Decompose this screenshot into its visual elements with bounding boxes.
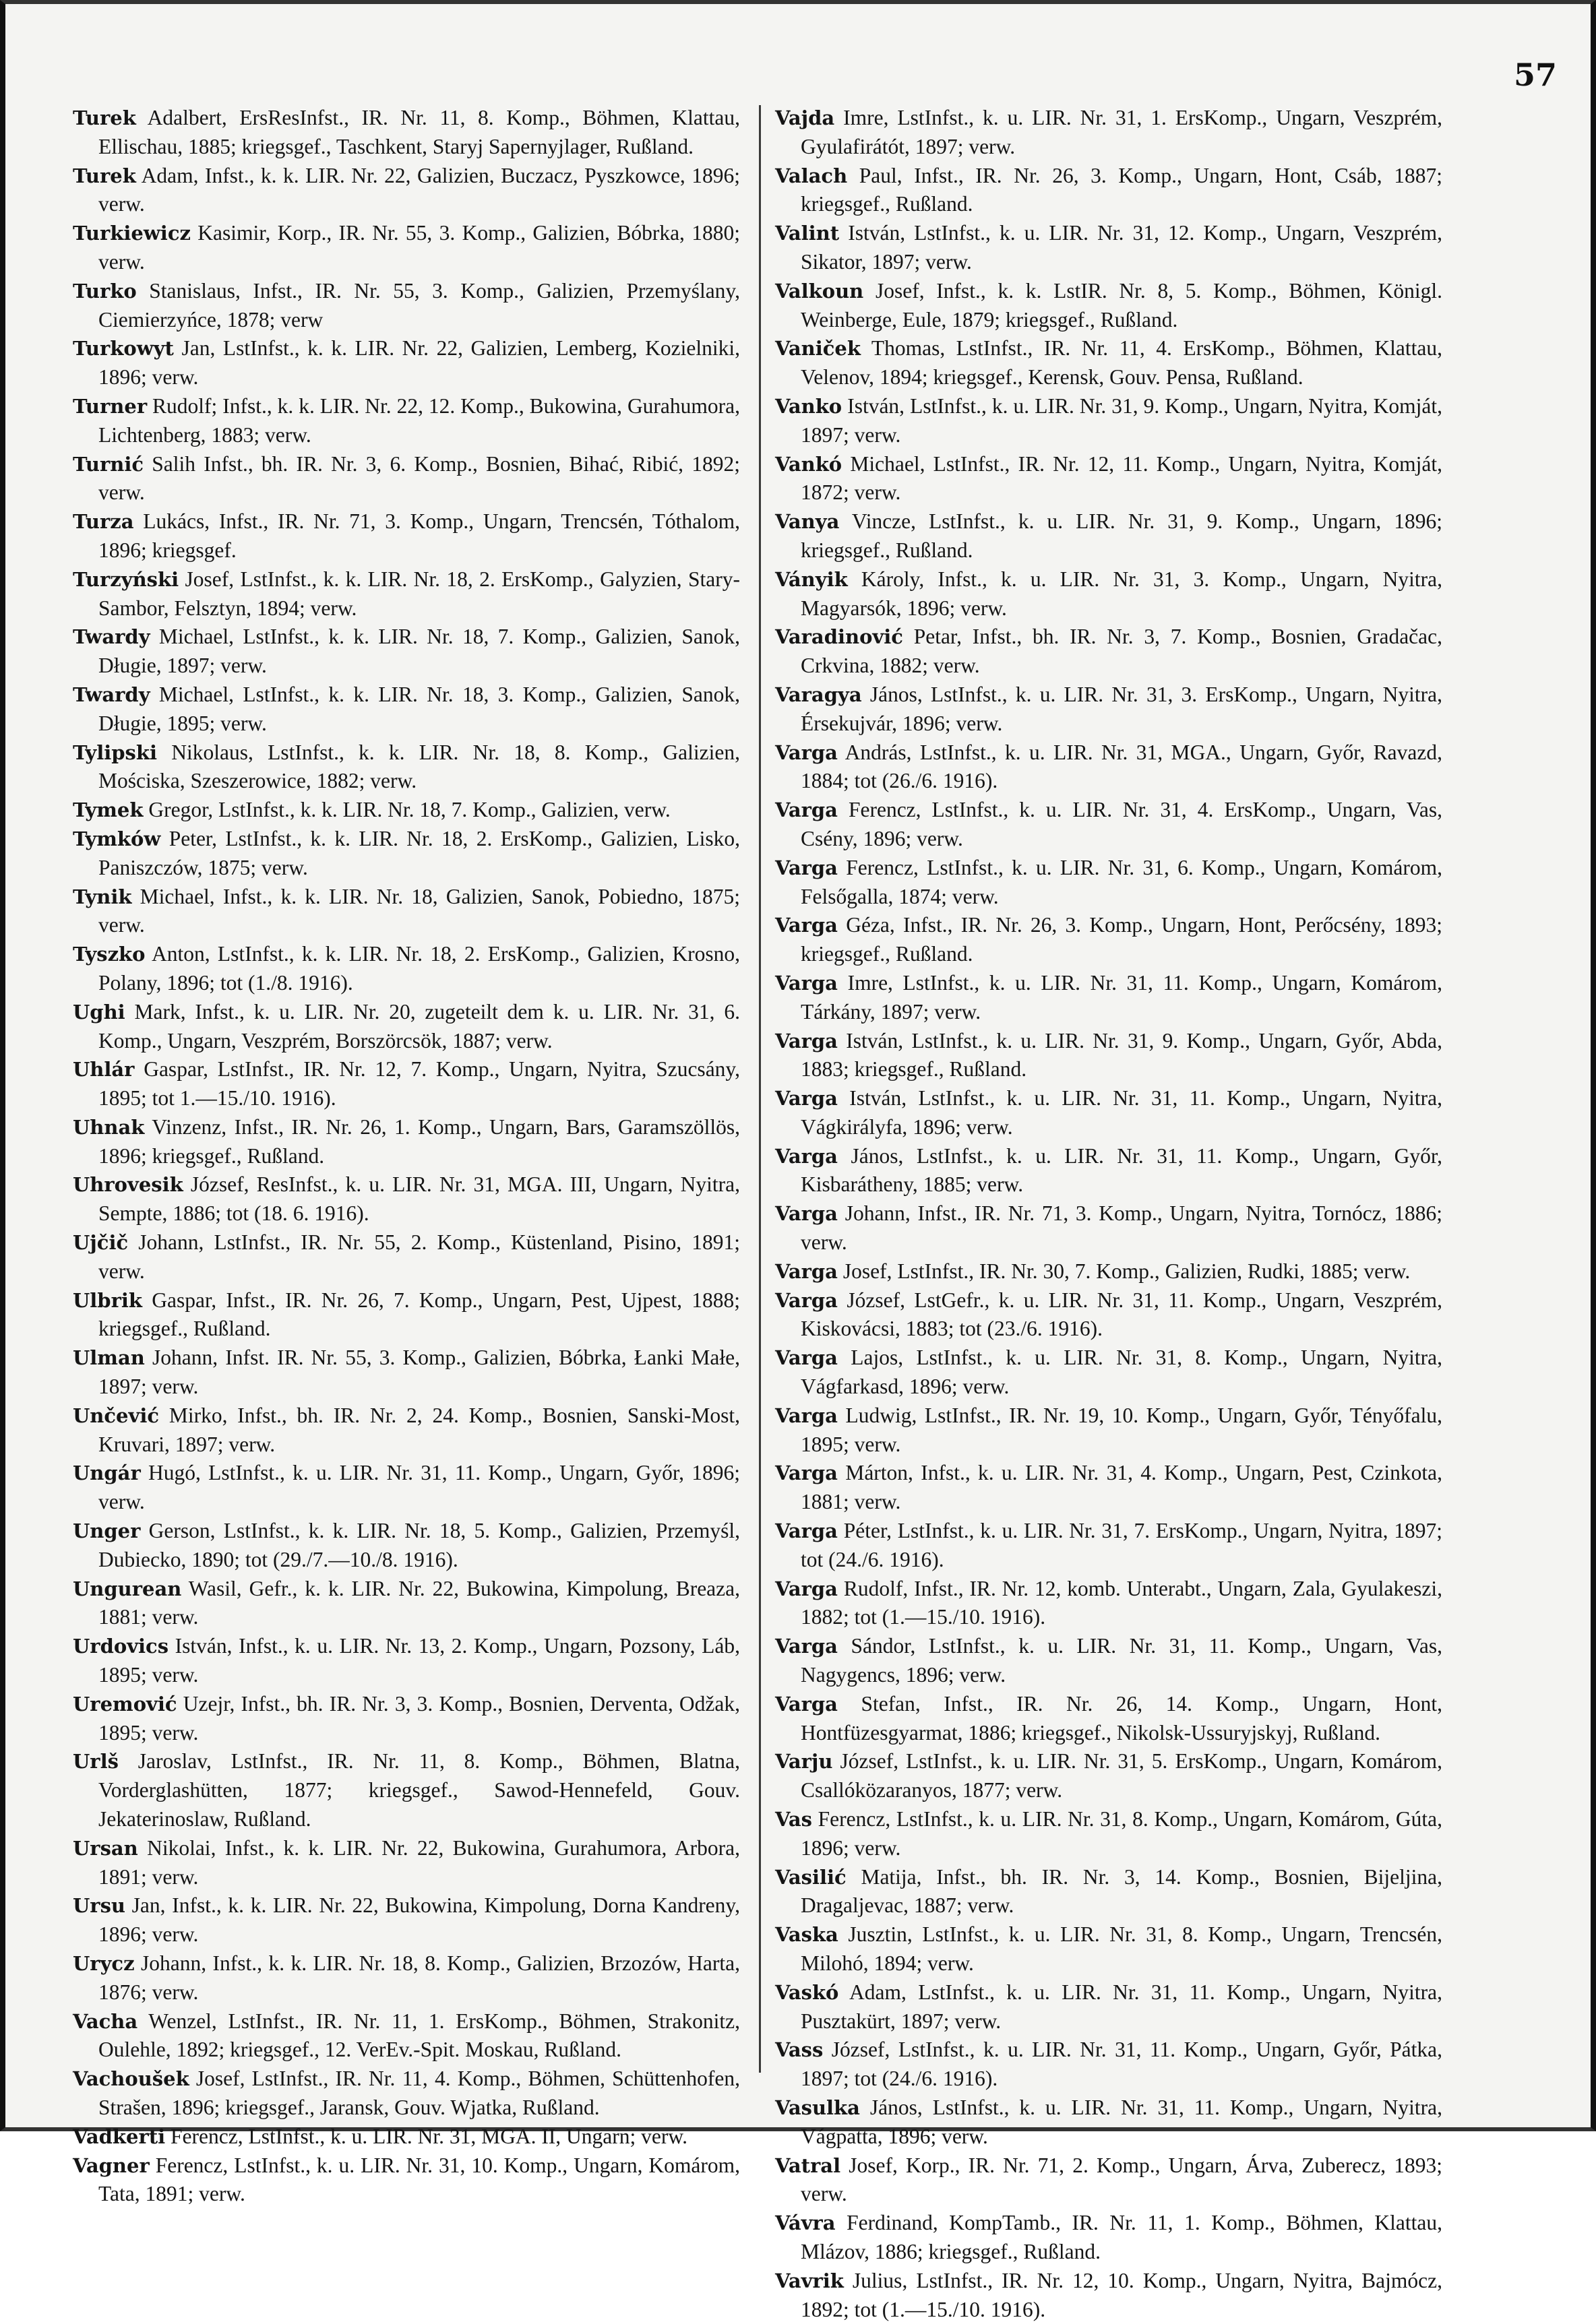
entry-details: Julius, LstInfst., IR. Nr. 12, 10. Komp., Ungarn, Nyitra, Bajmócz, 1892; tot (1.—15./10. 1916).: [801, 2268, 1442, 2321]
entry-surname: Vagner: [73, 2154, 150, 2177]
entry-details: Josef, LstInfst., k. k. LIR. Nr. 18, 2. ErsKomp., Galyzien, Stary-Sambor, Felsztyn, 1894; verw.: [98, 567, 741, 620]
list-item: [775, 1344, 1442, 1402]
entry-details: Wasil, Gefr., k. k. LIR. Nr. 22, Bukowina, Kimpolung, Breaza, 1881; verw.: [98, 1576, 740, 1629]
list-item: [775, 104, 1442, 162]
entry-details: József, LstInfst., k. u. LIR. Nr. 31, 5. ErsKomp., Ungarn, Komárom, Csallóközaranyos, 1877; verw.: [801, 1749, 1442, 1802]
entry-surname: Vávra: [775, 2211, 836, 2235]
entry-surname: Varga: [775, 1259, 838, 1283]
list-item: [73, 1228, 740, 1286]
entry-details: Gaspar, Infst., IR. Nr. 26, 7. Komp., Ungarn, Pest, Ujpest, 1888; kriegsgef., Rußland.: [98, 1288, 740, 1341]
entry-surname: Turner: [73, 394, 148, 418]
list-item: [73, 1891, 740, 1949]
list-item: [73, 998, 740, 1056]
entry-details: Johann, LstInfst., IR. Nr. 55, 2. Komp., Küstenland, Pisino, 1891; verw.: [98, 1230, 740, 1283]
entry-surname: Vajda: [775, 106, 835, 129]
entry-details: Géza, Infst., IR. Nr. 26, 3. Komp., Ungarn, Hont, Perőcsény, 1893; kriegsgef., Rußland.: [801, 913, 1443, 966]
entry-details: Josef, LstInfst., IR. Nr. 11, 4. Komp., Böhmen, Schüttenhofen, Strašen, 1896; kriegsgef., Jaransk, Gouv. Wjatka, Rußland.: [98, 2067, 741, 2119]
list-item: [73, 392, 740, 450]
list-item: [73, 796, 740, 825]
entry-surname: Valach: [775, 164, 848, 187]
entry-surname: Ványik: [775, 567, 848, 591]
entry-details: Uzejr, Infst., bh. IR. Nr. 3, 3. Komp., Bosnien, Derventa, Odžak, 1895; verw.: [98, 1691, 741, 1745]
list-item: [775, 1978, 1442, 2036]
entry-surname: Turkowyt: [73, 337, 174, 360]
entry-surname: Turek: [73, 164, 136, 187]
entry-details: József, LstGefr., k. u. LIR. Nr. 31, 11. Komp., Ungarn, Veszprém, Kiskovácsi, 1883; tot (23./6. 1916).: [801, 1288, 1442, 1341]
list-item: [775, 334, 1442, 392]
list-item: [73, 2065, 740, 2123]
entry-surname: Varga: [775, 1144, 838, 1168]
entry-details: Lukács, Infst., IR. Nr. 71, 3. Komp., Ungarn, Trencsén, Tóthalom, 1896; kriegsgef.: [98, 509, 741, 562]
entry-details: Michael, LstInfst., k. k. LIR. Nr. 18, 7. Komp., Galizien, Sanok, Długie, 1897; verw.: [98, 625, 741, 678]
list-item: [775, 1805, 1442, 1863]
entry-details: Péter, LstInfst., k. u. LIR. Nr. 31, 7. ErsKomp., Ungarn, Nyitra, 1897; tot (24./6. 1916).: [801, 1519, 1442, 1571]
entry-details: József, ResInfst., k. u. LIR. Nr. 31, MGA. III, Ungarn, Nyitra, Sempte, 1886; tot (18. 6. 1916).: [98, 1172, 740, 1226]
entry-details: Imre, LstInfst., k. u. LIR. Nr. 31, 11. Komp., Ungarn, Komárom, Tárkány, 1897; verw.: [801, 970, 1443, 1024]
list-item: [775, 2036, 1442, 2094]
list-item: [775, 739, 1442, 796]
entry-surname: Vatral: [775, 2154, 841, 2177]
entry-details: Jaroslav, LstInfst., IR. Nr. 11, 8. Komp., Böhmen, Blatna, Vorderglashütten, 1877; kriegsgef., Sawod-Hennefeld, Gouv. Jekaterinoslaw, Rußland.: [98, 1749, 741, 1831]
entry-details: Josef, Korp., IR. Nr. 71, 2. Komp., Ungarn, Árva, Zuberecz, 1893; verw.: [801, 2153, 1442, 2206]
entry-surname: Vaskó: [775, 1980, 839, 2004]
entry-details: János, LstInfst., k. u. LIR. Nr. 31, 11. Komp., Ungarn, Nyitra, Vágpatta, 1896; verw.: [801, 2095, 1442, 2148]
list-item: [73, 940, 740, 998]
list-item: [73, 1170, 740, 1228]
list-item: [775, 507, 1442, 565]
list-item: [775, 2209, 1442, 2267]
entry-details: Károly, Infst., k. u. LIR. Nr. 31, 3. Komp., Ungarn, Nyitra, Magyarsók, 1896; verw.: [801, 567, 1443, 620]
entry-details: János, LstInfst., k. u. LIR. Nr. 31, 11. Komp., Ungarn, Győr, Kisbarátheny, 1885; verw.: [801, 1143, 1443, 1197]
left-column: [73, 104, 740, 2209]
list-item: [73, 2152, 740, 2209]
entry-details: István, LstInfst., k. u. LIR. Nr. 31, 9. Komp., Ungarn, Győr, Abda, 1883; kriegsgef., Rußland.: [801, 1028, 1443, 1081]
entry-surname: Urlš: [73, 1750, 119, 1773]
list-item: [775, 1084, 1442, 1142]
entry-details: Mark, Infst., k. u. LIR. Nr. 20, zugeteilt dem k. u. LIR. Nr. 31, 6. Komp., Ungarn, Veszprém, Borszörcsök, 1887; verw.: [98, 999, 740, 1053]
entry-surname: Urycz: [73, 1952, 135, 1975]
entry-details: Nikolaus, LstInfst., k. k. LIR. Nr. 18, 8. Komp., Galizien, Mościska, Szeszerowice, 1882; verw.: [98, 740, 741, 793]
list-item: [73, 219, 740, 277]
list-item: [73, 1286, 740, 1344]
entry-surname: Vachoušek: [73, 2067, 189, 2091]
entry-details: Michael, LstInfst., IR. Nr. 12, 11. Komp., Ungarn, Nyitra, Komját, 1872; verw.: [801, 451, 1442, 505]
entry-details: Rudolf; Infst., k. k. LIR. Nr. 22, 12. Komp., Bukowina, Gurahumora, Lichtenberg, 1883; verw.: [98, 394, 741, 447]
entry-surname: Vass: [775, 2038, 824, 2062]
entry-details: István, LstInfst., k. u. LIR. Nr. 31, 9. Komp., Ungarn, Nyitra, Komját, 1897; verw.: [801, 394, 1443, 447]
entry-details: Paul, Infst., IR. Nr. 26, 3. Komp., Ungarn, Hont, Csáb, 1887; kriegsgef., Rußland.: [801, 163, 1442, 216]
entry-surname: Varga: [775, 1577, 838, 1600]
list-item: [775, 1027, 1442, 1085]
entry-details: Stanislaus, Infst., IR. Nr. 55, 3. Komp., Galizien, Przemyślany, Ciemierzyńce, 1878; verw: [98, 278, 741, 332]
entry-details: Michael, Infst., k. k. LIR. Nr. 18, Galizien, Sanok, Pobiedno, 1875; verw.: [98, 884, 740, 937]
entry-surname: Uhnak: [73, 1115, 145, 1139]
list-item: [775, 450, 1442, 508]
list-item: [73, 507, 740, 565]
entry-surname: Varga: [775, 1692, 838, 1716]
list-item: [775, 2094, 1442, 2152]
entry-details: József, LstInfst., k. u. LIR. Nr. 31, 11. Komp., Ungarn, Győr, Pátka, 1897; tot (24./6. 1916).: [801, 2038, 1443, 2091]
entry-surname: Unčević: [73, 1404, 160, 1427]
list-item: [775, 1747, 1442, 1805]
list-item: [73, 1949, 740, 2007]
entry-surname: Varga: [775, 1404, 838, 1427]
entry-details: Thomas, LstInfst., IR. Nr. 11, 4. ErsKomp., Böhmen, Klattau, Velenov, 1894; kriegsgef., Kerensk, Gouv. Pensa, Rußland.: [801, 336, 1442, 389]
entry-details: Lajos, LstInfst., k. u. LIR. Nr. 31, 8. Komp., Ungarn, Nyitra, Vágfarkasd, 1896; verw.: [801, 1346, 1442, 1399]
entry-surname: Ulman: [73, 1346, 145, 1370]
entry-details: Josef, LstInfst., IR. Nr. 30, 7. Komp., Galizien, Rudki, 1885; verw.: [842, 1259, 1411, 1283]
entry-surname: Ulbrik: [73, 1288, 142, 1312]
entry-details: Matija, Infst., bh. IR. Nr. 3, 14. Komp., Bosnien, Bijeljina, Dragaljevac, 1887; verw.: [801, 1864, 1442, 1918]
entry-details: Sándor, LstInfst., k. u. LIR. Nr. 31, 11. Komp., Ungarn, Vas, Nagygencs, 1896; verw.: [801, 1634, 1442, 1687]
list-item: [73, 1055, 740, 1113]
entry-surname: Unger: [73, 1519, 141, 1543]
entry-details: Kasimir, Korp., IR. Nr. 55, 3. Komp., Galizien, Bóbrka, 1880; verw.: [98, 221, 740, 274]
entry-surname: Varga: [775, 914, 838, 937]
entry-surname: Vanko: [775, 394, 842, 418]
entry-details: Stefan, Infst., IR. Nr. 26, 14. Komp., Ungarn, Hont, Hontfüzesgyarmat, 1886; kriegsgef., Nikolsk-Ussuryjskyj, Rußland.: [801, 1691, 1443, 1745]
list-item: [775, 1257, 1442, 1286]
list-item: [73, 1747, 740, 1833]
list-item: [73, 1834, 740, 1892]
entry-surname: Turza: [73, 510, 134, 534]
list-item: [775, 1199, 1442, 1257]
list-item: [775, 854, 1442, 912]
list-item: [775, 392, 1442, 450]
right-column: [775, 104, 1442, 2324]
entry-surname: Vanya: [775, 510, 840, 534]
list-item: [73, 2007, 740, 2065]
entry-surname: Ursu: [73, 1894, 125, 1918]
list-item: [73, 623, 740, 681]
entry-surname: Varga: [775, 1288, 838, 1312]
entry-details: Peter, LstInfst., k. k. LIR. Nr. 18, 2. ErsKomp., Galizien, Lisko, Paniszczów, 1875; verw.: [98, 826, 741, 879]
entry-details: Hugó, LstInfst., k. u. LIR. Nr. 31, 11. Komp., Ungarn, Győr, 1896; verw.: [98, 1461, 741, 1514]
entry-details: Rudolf, Infst., IR. Nr. 12, komb. Unterabt., Ungarn, Zala, Gyulakeszi, 1882; tot (1.—15./10. 1916).: [801, 1576, 1443, 1629]
entry-details: Petar, Infst., bh. IR. Nr. 3, 7. Komp., Bosnien, Gradačac, Crkvina, 1882; verw.: [801, 625, 1442, 678]
entry-surname: Tynik: [73, 885, 132, 908]
entry-details: Vincze, LstInfst., k. u. LIR. Nr. 31, 9. Komp., Ungarn, 1896; kriegsgef., Rußland.: [801, 509, 1442, 562]
list-item: [775, 1575, 1442, 1633]
entry-surname: Tylipski: [73, 741, 157, 764]
entry-details: Josef, Infst., k. k. LstIR. Nr. 8, 5. Komp., Böhmen, Königl. Weinberge, Eule, 1879; kriegsgef., Rußland.: [801, 278, 1442, 332]
list-item: [775, 1690, 1442, 1748]
list-item: [73, 1690, 740, 1748]
entry-details: Márton, Infst., k. u. LIR. Nr. 31, 4. Komp., Ungarn, Pest, Czinkota, 1881; verw.: [801, 1461, 1443, 1514]
list-item: [775, 1863, 1442, 1921]
entry-details: Gaspar, LstInfst., IR. Nr. 12, 7. Komp., Ungarn, Nyitra, Szucsány, 1895; tot 1.—15./10. 1916).: [98, 1057, 741, 1110]
list-item: [775, 162, 1442, 220]
list-item: [73, 1459, 740, 1517]
list-item: [73, 739, 740, 796]
entry-details: Gregor, LstInfst., k. k. LIR. Nr. 18, 7. Komp., Galizien, verw.: [148, 798, 671, 822]
entry-details: Johann, Infst., k. k. LIR. Nr. 18, 8. Komp., Galizien, Brzozów, Harta, 1876; verw.: [98, 1951, 740, 2004]
list-item: [73, 681, 740, 739]
entry-surname: Varga: [775, 1346, 838, 1370]
list-item: [775, 969, 1442, 1027]
entry-surname: Ujčič: [73, 1231, 129, 1255]
entry-details: István, LstInfst., k. u. LIR. Nr. 31, 12. Komp., Ungarn, Veszprém, Sikator, 1897; verw.: [801, 221, 1442, 274]
entry-details: Nikolai, Infst., k. k. LIR. Nr. 22, Bukowina, Gurahumora, Arbora, 1891; verw.: [98, 1835, 740, 1889]
entry-details: Johann, Infst. IR. Nr. 55, 3. Komp., Galizien, Bóbrka, Łanki Małe, 1897; verw.: [98, 1346, 740, 1399]
entry-surname: Tymków: [73, 827, 161, 850]
entry-surname: Turkiewicz: [73, 222, 191, 245]
list-item: [775, 1517, 1442, 1575]
entry-surname: Vasulka: [775, 2096, 860, 2119]
entry-details: János, LstInfst., k. u. LIR. Nr. 31, 3. ErsKomp., Ungarn, Nyitra, Érsekujvár, 1896; verw.: [801, 682, 1442, 735]
list-item: [73, 334, 740, 392]
list-item: [73, 1517, 740, 1575]
entry-surname: Varadinović: [775, 625, 903, 649]
entry-details: András, LstInfst., k. u. LIR. Nr. 31, MGA., Ungarn, Győr, Ravazd, 1884; tot (26./6. 1916).: [801, 740, 1442, 793]
entry-surname: Varga: [775, 1519, 838, 1543]
list-item: [73, 1632, 740, 1690]
entry-surname: Vacha: [73, 2009, 138, 2033]
list-item: [775, 277, 1442, 335]
list-item: [73, 2123, 740, 2152]
entry-surname: Uhrovesik: [73, 1173, 183, 1197]
entry-details: Ferencz, LstInfst., k. u. LIR. Nr. 31, 10. Komp., Ungarn, Komárom, Tata, 1891; verw.: [98, 2153, 741, 2206]
list-item: [775, 1632, 1442, 1690]
entry-surname: Varga: [775, 741, 838, 764]
entry-surname: Vankó: [775, 452, 842, 476]
list-item: [73, 1344, 740, 1402]
entry-details: Adam, LstInfst., k. u. LIR. Nr. 31, 11. Komp., Ungarn, Nyitra, Pusztakürt, 1897; verw.: [801, 1980, 1442, 2033]
entry-surname: Varga: [775, 1462, 838, 1485]
entry-details: Anton, LstInfst., k. k. LIR. Nr. 18, 2. ErsKomp., Galizien, Krosno, Polany, 1896; tot (1./8. 1916).: [98, 942, 740, 995]
entry-details: Ferencz, LstInfst., k. u. LIR. Nr. 31, 6. Komp., Ungarn, Komárom, Felsőgalla, 1874; verw.: [801, 855, 1443, 908]
entry-surname: Vaniček: [775, 337, 861, 360]
list-item: [73, 825, 740, 883]
entry-surname: Turzyński: [73, 567, 179, 591]
entry-surname: Urdovics: [73, 1635, 169, 1658]
entry-surname: Ungár: [73, 1462, 141, 1485]
entry-surname: Vasilić: [775, 1865, 847, 1889]
list-item: [775, 1286, 1442, 1344]
entry-details: Vinzenz, Infst., IR. Nr. 26, 1. Komp., Ungarn, Bars, Garamszöllös, 1896; kriegsgef., Rußland.: [98, 1114, 740, 1168]
list-item: [775, 796, 1442, 854]
entry-surname: Tyszko: [73, 943, 146, 966]
entry-details: Gerson, LstInfst., k. k. LIR. Nr. 18, 5. Komp., Galizien, Przemyśl, Dubiecko, 1890; tot (29./7.—10./8. 1916).: [98, 1519, 741, 1571]
entry-details: István, Infst., k. u. LIR. Nr. 13, 2. Komp., Ungarn, Pozsony, Láb, 1895; verw.: [98, 1634, 740, 1687]
entry-details: Salih Infst., bh. IR. Nr. 3, 6. Komp., Bosnien, Bihać, Ribić, 1892; verw.: [98, 451, 741, 505]
entry-details: Ludwig, LstInfst., IR. Nr. 19, 10. Komp., Ungarn, Győr, Tényőfalu, 1895; verw.: [801, 1403, 1442, 1456]
list-item: [73, 162, 740, 220]
entry-surname: Varga: [775, 856, 838, 879]
entry-surname: Varga: [775, 1029, 838, 1053]
entry-details: Johann, Infst., IR. Nr. 71, 3. Komp., Ungarn, Nyitra, Tornócz, 1886; verw.: [801, 1201, 1442, 1255]
entry-surname: Varga: [775, 1202, 838, 1226]
entry-details: Ferencz, LstInfst., k. u. LIR. Nr. 31, 4. ErsKomp., Ungarn, Vas, Csény, 1896; verw.: [801, 798, 1442, 850]
list-item: [73, 1402, 740, 1459]
entry-surname: Twardy: [73, 683, 150, 706]
entry-surname: Varju: [775, 1750, 833, 1773]
entry-details: Adalbert, ErsResInfst., IR. Nr. 11, 8. Komp., Böhmen, Klattau, Ellischau, 1885; kriegsgef., Taschkent, Staryj Sapernyjlager, Rußland.: [98, 106, 740, 158]
entry-surname: Vavrik: [775, 2269, 844, 2292]
entry-surname: Varagya: [775, 683, 862, 706]
entry-details: Ferdinand, KompTamb., IR. Nr. 11, 1. Komp., Böhmen, Klattau, Mlázov, 1886; kriegsgef., Rußland.: [801, 2211, 1442, 2263]
entry-surname: Turnić: [73, 452, 144, 476]
list-item: [73, 1113, 740, 1171]
entry-surname: Varga: [775, 1635, 838, 1658]
entry-surname: Ursan: [73, 1836, 138, 1860]
entry-surname: Twardy: [73, 625, 150, 649]
entry-details: Wenzel, LstInfst., IR. Nr. 11, 1. ErsKomp., Böhmen, Strakonitz, Oulehle, 1892; kriegsgef., 12. VerEv.-Spit. Moskau, Rußland.: [98, 2009, 740, 2062]
entry-details: István, LstInfst., k. u. LIR. Nr. 31, 11. Komp., Ungarn, Nyitra, Vágkirályfa, 1896; verw.: [801, 1086, 1442, 1139]
entry-surname: Varga: [775, 798, 838, 822]
entry-details: Mirko, Infst., bh. IR. Nr. 2, 24. Komp., Bosnien, Sanski-Most, Kruvari, 1897; verw.: [98, 1403, 740, 1456]
list-item: [775, 911, 1442, 969]
list-item: [73, 565, 740, 623]
entry-surname: Ughi: [73, 1000, 125, 1024]
entry-surname: Valkoun: [775, 279, 864, 303]
entry-surname: Vadkerti: [73, 2125, 166, 2148]
entry-details: Jan, Infst., k. k. LIR. Nr. 22, Bukowina, Kimpolung, Dorna Kandreny, 1896; verw.: [98, 1893, 740, 1947]
list-item: [775, 681, 1442, 739]
entry-surname: Tymek: [73, 798, 144, 822]
list-item: [73, 104, 740, 162]
entry-surname: Turek: [73, 106, 136, 129]
entry-details: Michael, LstInfst., k. k. LIR. Nr. 18, 3. Komp., Galizien, Sanok, Długie, 1895; verw.: [98, 682, 741, 735]
list-item: [73, 277, 740, 335]
entry-details: Ferencz, LstInfst., k. u. LIR. Nr. 31, 8. Komp., Ungarn, Komárom, Gúta, 1896; verw.: [801, 1807, 1443, 1860]
list-item: [775, 219, 1442, 277]
list-item: [775, 1402, 1442, 1459]
entry-surname: Valint: [775, 222, 840, 245]
entry-details: Jan, LstInfst., k. k. LIR. Nr. 22, Galizien, Lemberg, Kozielniki, 1896; verw.: [98, 336, 741, 389]
entry-details: Adam, Infst., k. k. LIR. Nr. 22, Galizien, Buczacz, Pyszkowce, 1896; verw.: [98, 163, 741, 216]
column-divider: [759, 105, 761, 2073]
entry-surname: Turko: [73, 279, 137, 303]
list-item: [775, 2267, 1442, 2324]
list-item: [775, 1142, 1442, 1200]
entry-surname: Vaska: [775, 1923, 838, 1947]
list-item: [775, 1459, 1442, 1517]
entry-surname: Uhlár: [73, 1058, 135, 1081]
entry-surname: Varga: [775, 1087, 838, 1110]
entry-details: Imre, LstInfst., k. u. LIR. Nr. 31, 1. ErsKomp., Ungarn, Veszprém, Gyulafirátót, 1897; verw.: [801, 106, 1442, 158]
list-item: [775, 1920, 1442, 1978]
page-number: 57: [1513, 57, 1557, 93]
entry-details: Jusztin, LstInfst., k. u. LIR. Nr. 31, 8. Komp., Ungarn, Trencsén, Milohó, 1894; verw.: [801, 1922, 1442, 1975]
list-item: [775, 623, 1442, 681]
entry-surname: Varga: [775, 971, 838, 995]
entry-surname: Uremović: [73, 1692, 177, 1716]
list-item: [73, 883, 740, 941]
entry-surname: Vas: [775, 1808, 812, 1831]
entry-details: Ferencz, LstInfst., k. u. LIR. Nr. 31, MGA. II, Ungarn; verw.: [171, 2124, 687, 2148]
list-item: [73, 1575, 740, 1633]
list-item: [73, 450, 740, 508]
list-item: [775, 2152, 1442, 2209]
list-item: [775, 565, 1442, 623]
entry-surname: Ungurean: [73, 1577, 182, 1600]
